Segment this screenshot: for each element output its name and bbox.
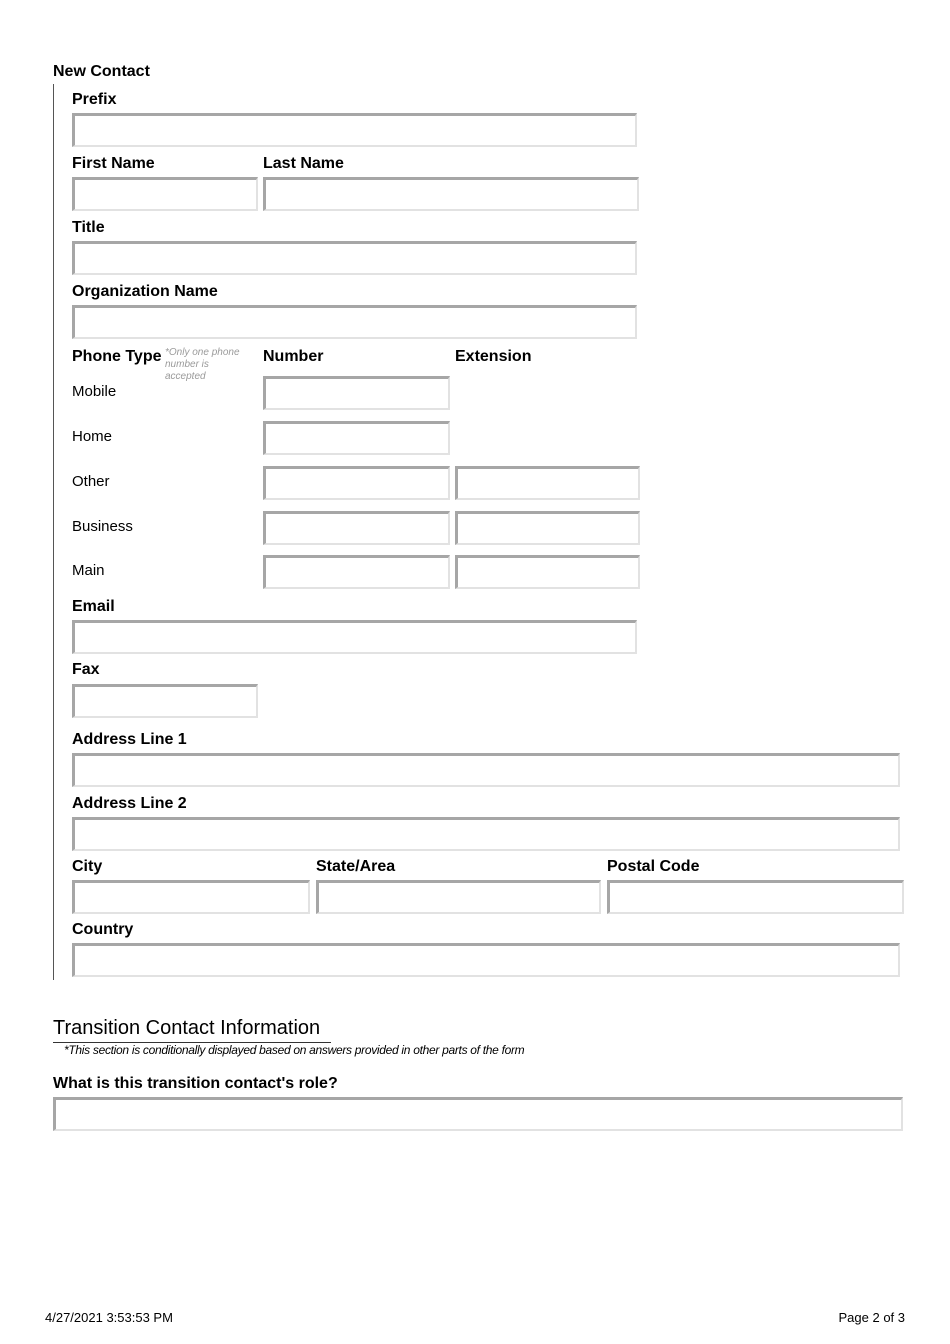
phone-row-mobile-label: Mobile	[72, 383, 117, 400]
transition-role-label: What is this transition contact's role?	[53, 1075, 338, 1092]
phone-row-other-label: Other	[72, 473, 110, 490]
fax-input[interactable]	[72, 684, 258, 718]
last-name-input[interactable]	[263, 177, 639, 211]
prefix-input[interactable]	[72, 113, 637, 147]
first-name-label: First Name	[72, 155, 155, 172]
phone-row-main-label: Main	[72, 562, 105, 579]
address-line-1-label: Address Line 1	[72, 731, 187, 748]
last-name-label: Last Name	[263, 155, 344, 172]
email-label: Email	[72, 598, 115, 615]
main-extension-input[interactable]	[455, 555, 640, 589]
transition-section-note: *This section is conditionally displayed based on answers provided in other parts of the form	[64, 1043, 525, 1057]
title-label: Title	[72, 219, 105, 236]
other-extension-input[interactable]	[455, 466, 640, 500]
business-number-input[interactable]	[263, 511, 450, 545]
address-line-2-label: Address Line 2	[72, 795, 187, 812]
phone-note: *Only one phone number is accepted	[165, 347, 240, 382]
number-label: Number	[263, 348, 324, 365]
footer-page-number: Page 2 of 3	[838, 1310, 905, 1325]
mobile-number-input[interactable]	[263, 376, 450, 410]
postal-code-input[interactable]	[607, 880, 904, 914]
fax-label: Fax	[72, 661, 100, 678]
title-input[interactable]	[72, 241, 637, 275]
home-number-input[interactable]	[263, 421, 450, 455]
postal-code-label: Postal Code	[607, 858, 700, 875]
city-label: City	[72, 858, 103, 875]
address-line-1-input[interactable]	[72, 753, 900, 787]
main-number-input[interactable]	[263, 555, 450, 589]
business-extension-input[interactable]	[455, 511, 640, 545]
phone-row-home-label: Home	[72, 428, 113, 445]
state-input[interactable]	[316, 880, 601, 914]
organization-label: Organization Name	[72, 283, 218, 300]
footer-timestamp: 4/27/2021 3:53:53 PM	[45, 1310, 173, 1325]
state-label: State/Area	[316, 858, 396, 875]
extension-label: Extension	[455, 348, 532, 365]
country-label: Country	[72, 921, 134, 938]
address-line-2-input[interactable]	[72, 817, 900, 851]
country-input[interactable]	[72, 943, 900, 977]
other-number-input[interactable]	[263, 466, 450, 500]
phone-type-label: Phone Type	[72, 348, 162, 365]
phone-row-business-label: Business	[72, 518, 133, 535]
city-input[interactable]	[72, 880, 310, 914]
new-contact-heading: New Contact	[53, 63, 150, 80]
email-input[interactable]	[72, 620, 637, 654]
section-left-rule	[53, 84, 54, 980]
transition-section-title: Transition Contact Information	[53, 1017, 321, 1039]
first-name-input[interactable]	[72, 177, 258, 211]
prefix-label: Prefix	[72, 91, 117, 108]
organization-input[interactable]	[72, 305, 637, 339]
transition-role-input[interactable]	[53, 1097, 903, 1131]
